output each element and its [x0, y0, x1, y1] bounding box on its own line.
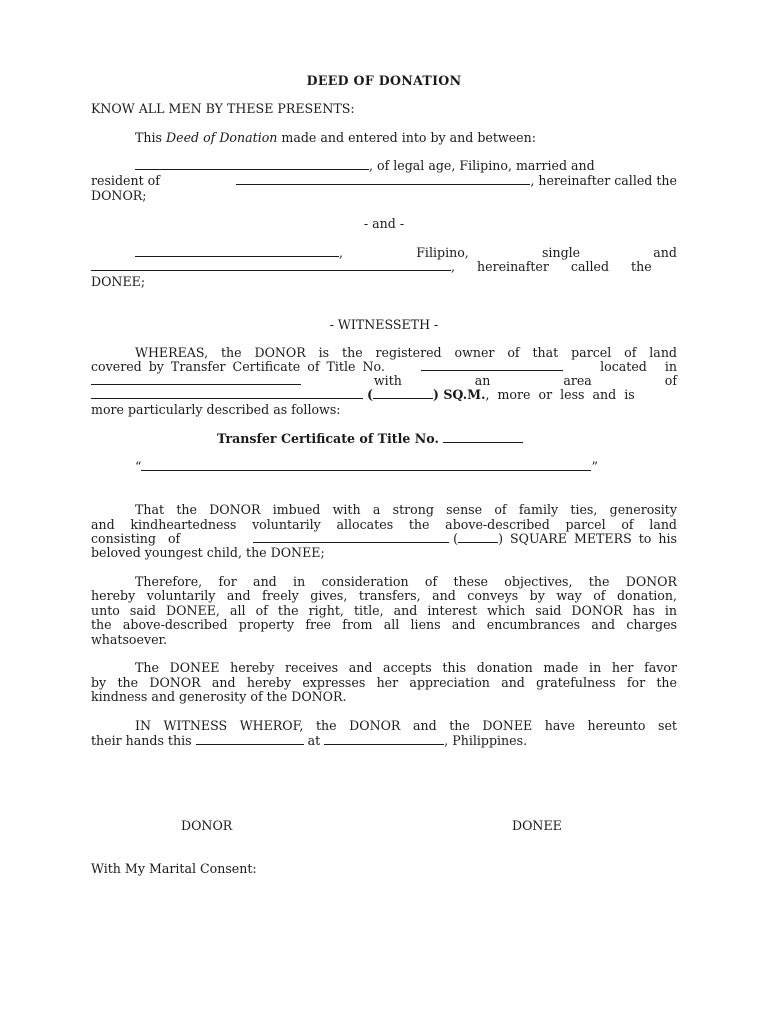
para3-line-3: kindness and generosity of the DONOR. — [91, 689, 347, 704]
para2-line-5: whatsoever. — [91, 632, 168, 647]
intro-italic: Deed of Donation — [166, 130, 278, 145]
para4-line-2: their hands this at , Philippines. — [91, 733, 528, 748]
donor-line-1 — [135, 158, 677, 173]
whereas-line-3: with an area of — [91, 373, 677, 388]
whereas-line-5: more particularly described as follows: — [91, 402, 341, 417]
intro-suffix: made and entered into by and between: — [277, 130, 536, 145]
para2-line-1: Therefore, for and in consideration of these objectives, the DONOR — [135, 574, 677, 589]
donor-name-blank: , of legal age, Filipino, married and — [135, 158, 595, 173]
know-all-line: KNOW ALL MEN BY THESE PRESENTS: — [91, 101, 355, 116]
donee-line-3: DONEE; — [91, 274, 146, 289]
witnesseth-heading: - WITNESSETH - — [329, 317, 439, 332]
signature-donor-label: DONOR — [181, 818, 233, 833]
description-quote: “ ” — [135, 459, 598, 474]
para2-line-3: unto said DONEE, all of the right, title, and interest which said DONOR has in — [91, 603, 677, 618]
para2-line-2: hereby voluntarily and freely gives, transfers, and conveys by way of donation, — [91, 588, 677, 603]
tct-heading: Transfer Certificate of Title No. — [217, 431, 523, 446]
document-title: DEED OF DONATION — [306, 73, 462, 88]
signature-donee-label: DONEE — [512, 818, 562, 833]
intro-line — [135, 130, 536, 145]
donor-line-2: resident of , hereinafter called the — [91, 173, 677, 188]
whereas-line-4: ( ) SQ.M., more or less and is — [91, 387, 677, 402]
marital-consent-label: With My Marital Consent: — [91, 861, 257, 876]
para3-line-1: The DONEE hereby receives and accepts this donation made in her favor — [135, 660, 677, 675]
para1-line-2: and kindheartedness voluntarily allocates the above-described parcel of land — [91, 517, 677, 532]
intro-prefix: This — [135, 130, 167, 145]
para2-line-4: the above-described property free from all liens and encumbrances and charges — [91, 617, 677, 632]
donor-line-3: DONOR; — [91, 188, 147, 203]
whereas-line-1: WHEREAS, the DONOR is the registered owner of that parcel of land — [135, 345, 677, 360]
and-separator: - and - — [363, 216, 405, 231]
whereas-line-2: covered by Transfer Certificate of Title No. located in — [91, 359, 677, 374]
para1-line-4: beloved youngest child, the DONEE; — [91, 545, 325, 560]
para4-line-1: IN WITNESS WHEROF, the DONOR and the DONEE have hereunto set — [135, 718, 677, 733]
para1-line-3: consisting of ( ) SQUARE METERS to his — [91, 531, 677, 546]
para3-line-2: by the DONOR and hereby expresses her appreciation and gratefulness for the — [91, 675, 677, 690]
para1-line-1: That the DONOR imbued with a strong sense of family ties, generosity — [135, 502, 677, 517]
donee-line-1: , Filipino, single and — [135, 245, 677, 260]
donee-line-2: , hereinafter called the — [91, 259, 677, 274]
